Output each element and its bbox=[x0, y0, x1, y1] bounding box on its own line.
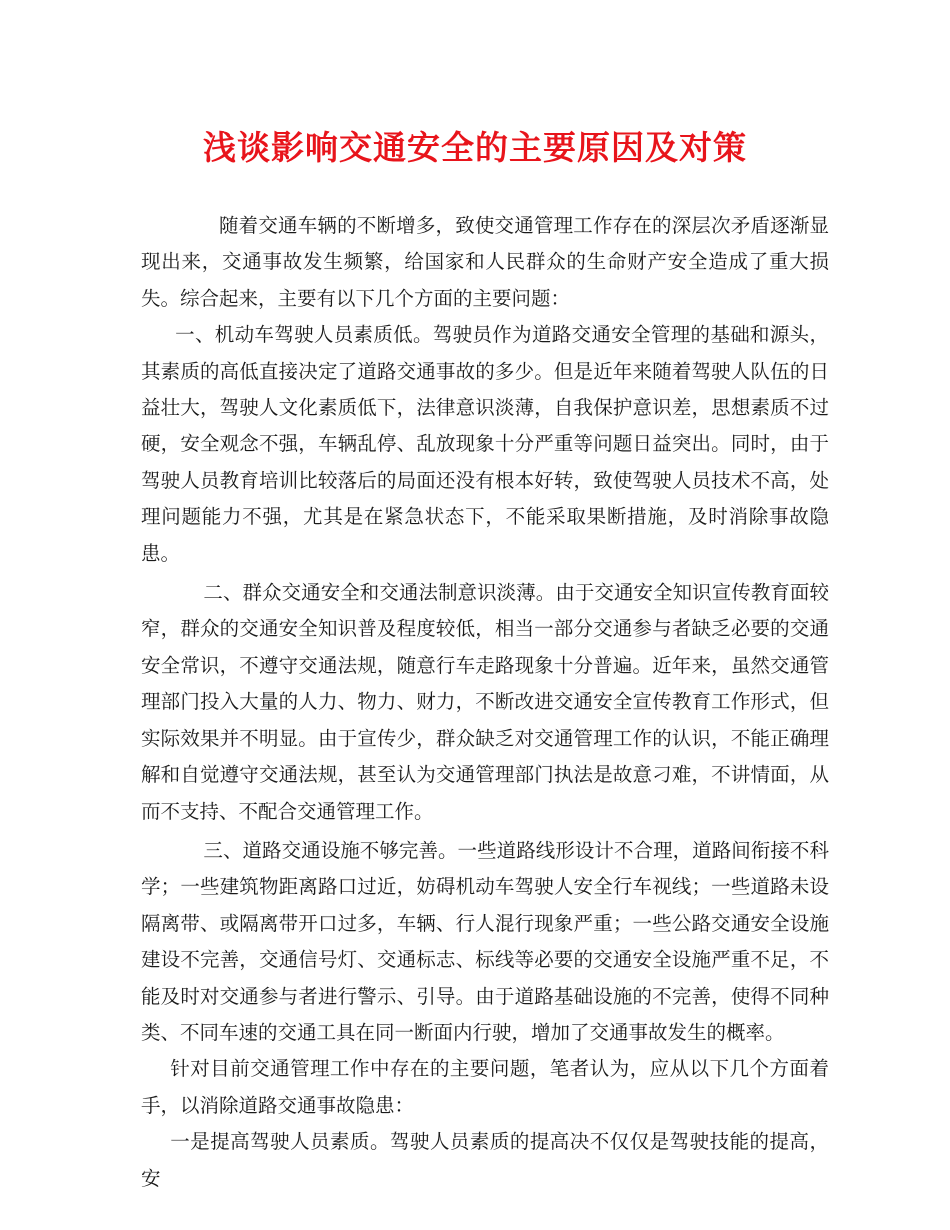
paragraph-intro: 随着交通车辆的不断增多，致使交通管理工作存在的深层次矛盾逐渐显现出来，交通事故发生频繁，给国家和人民群众的生命财产安全造成了重大损失。综合起来，主要有以下几个方面的主要问题： bbox=[141, 214, 829, 310]
paragraph-issue-3: 三、道路交通设施不够完善。一些道路线形设计不合理，道路间衔接不科学；一些建筑物距离路口过近，妨碍机动车驾驶人安全行车视线；一些道路未设隔离带、或隔离带开口过多，车辆、行人混行现象严重；一些公路交通安全设施建设不完善，交通信号灯、交通标志、标线等必要的交通安全设施严重不足，不能及时对交通参与者进行警示、引导。由于道路基础设施的不完善，使得不同种类、不同车速的交通工具在同一断面内行驶，增加了交通事故发生的概率。 bbox=[141, 838, 829, 1044]
document-title: 浅谈影响交通安全的主要原因及对策 bbox=[203, 128, 747, 167]
paragraph-issue-1: 一、机动车驾驶人员素质低。驾驶员作为道路交通安全管理的基础和源头，其素质的高低直接决定了道路交通事故的多少。但是近年来随着驾驶人队伍的日益壮大，驾驶人文化素质低下，法律意识淡薄，自我保护意识差，思想素质不过硬，安全观念不强，车辆乱停、乱放现象十分严重等问题日益突出。同时，由于驾驶人员教育培训比较落后的局面还没有根本好转，致使驾驶人员技术不高，处理问题能力不强，尤其是在紧急状态下，不能采取果断措施，及时消除事故隐患。 bbox=[141, 323, 829, 565]
document-body bbox=[141, 208, 829, 1197]
paragraph-measure-1: 一是提高驾驶人员素质。驾驶人员素质的提高决不仅仅是驾驶技能的提高，安 bbox=[141, 1130, 829, 1190]
paragraph-countermeasures-intro: 针对目前交通管理工作中存在的主要问题，笔者认为，应从以下几个方面着手，以消除道路交通事故隐患： bbox=[141, 1057, 829, 1117]
paragraph-issue-2: 二、群众交通安全和交通法制意识淡薄。由于交通安全知识宣传教育面较窄，群众的交通安全知识普及程度较低，相当一部分交通参与者缺乏必要的交通安全常识，不遵守交通法规，随意行车走路现象十分普遍。近年来，虽然交通管理部门投入大量的人力、物力、财力，不断改进交通安全宣传教育工作形式，但实际效果并不明显。由于宣传少，群众缺乏对交通管理工作的认识，不能正确理解和自觉遵守交通法规，甚至认为交通管理部门执法是故意刁难，不讲情面，从而不支持、不配合交通管理工作。 bbox=[141, 581, 829, 823]
